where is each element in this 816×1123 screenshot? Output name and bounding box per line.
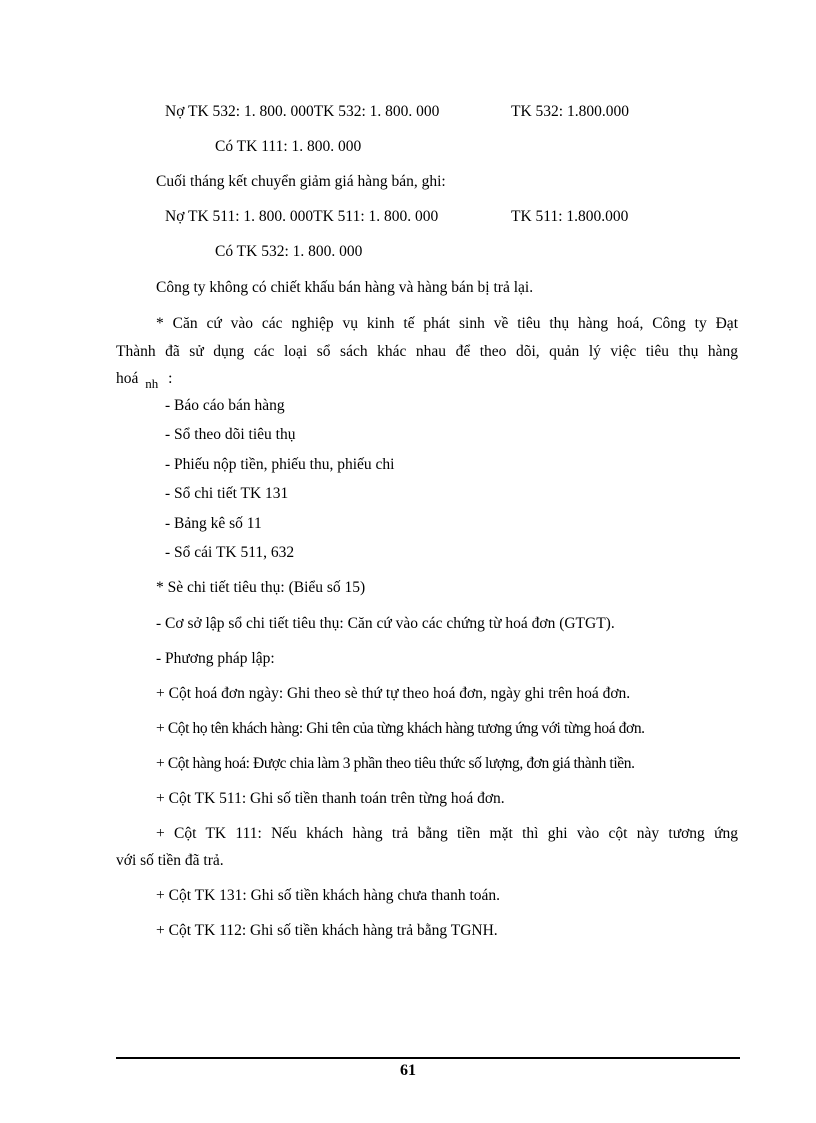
list-item: - Sổ chi tiết TK 131 xyxy=(165,485,289,502)
entry-credit-111: Có TK 111: 1. 800. 000 xyxy=(215,138,362,155)
section-heading: * Sè chi tiết tiêu thụ: (Biểu số 15) xyxy=(156,579,366,596)
list-item: - Phiếu nộp tiền, phiếu thu, phiếu chi xyxy=(165,456,395,473)
column-description: + Cột TK 131: Ghi số tiền khách hàng chưa thanh toán. xyxy=(156,887,501,904)
paragraph-word: hoá xyxy=(116,370,139,387)
month-end-transfer-line: Cuối tháng kết chuyển giảm giá hàng bán, ghi: xyxy=(156,173,446,190)
entry-debit-532-summary: TK 532: 1.800.000 xyxy=(511,103,629,120)
stray-fragment: nh xyxy=(145,376,159,391)
column-description: + Cột TK 111: Nếu khách hàng trả bằng tiền mặt thì ghi vào cột này tương ứng xyxy=(156,825,738,842)
list-item: - Sổ cái TK 511, 632 xyxy=(165,544,295,561)
paragraph-line-1: * Căn cứ vào các nghiệp vụ kinh tế phát sinh về tiêu thụ hàng hoá, Công ty Đạt xyxy=(156,315,738,332)
column-description: + Cột họ tên khách hàng: Ghi tên của từng khách hàng tương ứng với từng hoá đơn. xyxy=(156,720,645,737)
entry-credit-532: Có TK 532: 1. 800. 000 xyxy=(215,243,363,260)
basis-line: - Cơ sở lập sổ chi tiết tiêu thụ: Căn cứ vào các chứng từ hoá đơn (GTGT). xyxy=(156,615,615,632)
page-number: 61 xyxy=(400,1062,416,1079)
entry-debit-532: Nợ TK 532: 1. 800. 000TK 532: 1. 800. 000 xyxy=(165,103,440,120)
entry-debit-511: Nợ TK 511: 1. 800. 000TK 511: 1. 800. 000 xyxy=(165,208,439,225)
paragraph-line-2: Thành đã sử dụng các loại sổ sách khác nhau để theo dõi, quản lý việc tiêu thụ hàng xyxy=(116,343,738,360)
column-description: + Cột TK 112: Ghi số tiền khách hàng trả bằng TGNH. xyxy=(156,922,498,939)
column-description: + Cột hoá đơn ngày: Ghi theo sè thứ tự theo hoá đơn, ngày ghi trên hoá đơn. xyxy=(156,685,631,702)
column-description: + Cột TK 511: Ghi số tiền thanh toán trên từng hoá đơn. xyxy=(156,790,505,807)
column-description: + Cột hàng hoá: Được chia làm 3 phần theo tiêu thức số lượng, đơn giá thành tiền. xyxy=(156,755,635,772)
footer-rule xyxy=(116,1057,740,1059)
paragraph-line-3 xyxy=(116,369,172,389)
entry-debit-511-summary: TK 511: 1.800.000 xyxy=(511,208,629,225)
method-line: - Phương pháp lập: xyxy=(156,650,275,667)
list-item: - Báo cáo bán hàng xyxy=(165,397,285,414)
list-item: - Sổ theo dõi tiêu thụ xyxy=(165,426,296,443)
no-discount-line: Công ty không có chiết khấu bán hàng và hàng bán bị trả lại. xyxy=(156,279,534,296)
list-item: - Bảng kê số 11 xyxy=(165,515,262,532)
column-description-cont: với số tiền đã trả. xyxy=(116,852,224,869)
paragraph-colon: : xyxy=(168,370,173,387)
